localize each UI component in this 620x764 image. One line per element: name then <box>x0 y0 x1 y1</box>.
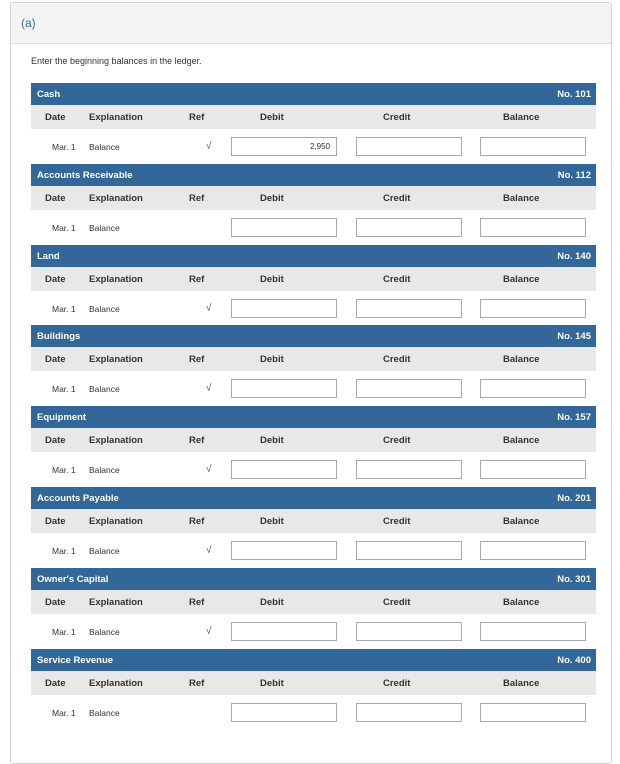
col-ref: Ref <box>189 112 205 123</box>
ledger-row <box>31 452 596 486</box>
col-credit: Credit <box>383 273 411 285</box>
balance-input[interactable] <box>480 379 586 398</box>
ref-check: √ <box>206 302 212 314</box>
account-header <box>31 245 596 267</box>
row-explanation: Balance <box>89 142 120 152</box>
col-explanation: Explanation <box>89 192 143 204</box>
ref-check: √ <box>206 383 212 395</box>
col-balance: Balance <box>503 112 540 123</box>
column-header-row <box>31 671 596 695</box>
column-header-row <box>31 590 596 614</box>
credit-input[interactable] <box>356 299 462 318</box>
row-date: Mar. 1 <box>52 142 76 152</box>
column-header-row <box>31 347 596 371</box>
balance-input[interactable] <box>480 541 586 560</box>
ledger-account-2 <box>31 245 596 326</box>
debit-input[interactable] <box>231 137 337 156</box>
row-date: Mar. 1 <box>52 303 76 314</box>
col-credit: Credit <box>383 354 411 366</box>
col-balance: Balance <box>503 354 540 366</box>
ref-check: √ <box>206 544 212 556</box>
col-ref: Ref <box>189 273 205 285</box>
ledger-account-6 <box>31 568 596 649</box>
account-header <box>31 568 596 590</box>
ledger-account-0 <box>31 83 596 164</box>
ref-check: √ <box>206 625 212 637</box>
col-ref: Ref <box>189 192 205 204</box>
account-number: No. 145 <box>557 331 591 343</box>
col-credit: Credit <box>383 435 411 447</box>
col-debit: Debit <box>260 515 284 527</box>
debit-input[interactable] <box>231 460 337 479</box>
col-balance: Balance <box>503 515 540 527</box>
account-number: No. 112 <box>557 169 591 181</box>
row-date: Mar. 1 <box>52 707 76 718</box>
row-explanation: Balance <box>89 545 120 556</box>
ledger-row <box>31 695 596 729</box>
col-credit: Credit <box>383 677 411 689</box>
account-name: Owner's Capital <box>37 573 109 585</box>
account-header <box>31 487 596 509</box>
col-explanation: Explanation <box>89 435 143 447</box>
account-name: Service Revenue <box>37 654 114 666</box>
balance-input[interactable] <box>480 703 586 722</box>
part-label: (a) <box>21 16 36 30</box>
credit-input[interactable] <box>356 137 462 156</box>
col-debit: Debit <box>260 596 284 608</box>
col-explanation: Explanation <box>89 273 143 285</box>
col-debit: Debit <box>260 677 284 689</box>
col-debit: Debit <box>260 273 284 285</box>
ledger-account-4 <box>31 406 596 487</box>
row-explanation: Balance <box>89 707 120 718</box>
ledger-account-5 <box>31 487 596 568</box>
col-explanation: Explanation <box>89 354 143 366</box>
ledger-account-7 <box>31 649 596 730</box>
col-date: Date <box>45 354 66 366</box>
account-number: No. 201 <box>557 492 591 504</box>
column-header-row <box>31 428 596 452</box>
account-name: Cash <box>37 89 61 100</box>
account-number: No. 301 <box>557 573 591 585</box>
row-date: Mar. 1 <box>52 545 76 556</box>
row-explanation: Balance <box>89 384 120 395</box>
balance-input[interactable] <box>480 218 586 237</box>
debit-input[interactable] <box>231 299 337 318</box>
col-date: Date <box>45 515 66 527</box>
account-header <box>31 325 596 347</box>
ref-check: √ <box>206 464 212 476</box>
debit-input[interactable] <box>231 541 337 560</box>
account-name: Accounts Payable <box>37 492 119 504</box>
col-date: Date <box>45 435 66 447</box>
col-debit: Debit <box>260 354 284 366</box>
ledger-row <box>31 210 596 244</box>
col-credit: Credit <box>383 112 411 123</box>
ledger-row <box>31 614 596 648</box>
col-explanation: Explanation <box>89 677 143 689</box>
row-explanation: Balance <box>89 303 120 314</box>
debit-input[interactable] <box>231 703 337 722</box>
column-header-row <box>31 267 596 291</box>
col-date: Date <box>45 192 66 204</box>
account-name: Buildings <box>37 331 81 343</box>
row-date: Mar. 1 <box>52 465 76 476</box>
account-header <box>31 649 596 671</box>
col-date: Date <box>45 112 66 123</box>
ref-check: √ <box>206 141 212 152</box>
col-balance: Balance <box>503 596 540 608</box>
col-date: Date <box>45 273 66 285</box>
account-name: Land <box>37 250 60 262</box>
panel-header <box>11 3 611 44</box>
account-header <box>31 164 596 186</box>
column-header-row <box>31 186 596 210</box>
credit-input[interactable] <box>356 379 462 398</box>
balance-input[interactable] <box>480 622 586 641</box>
credit-input[interactable] <box>356 703 462 722</box>
credit-input[interactable] <box>356 622 462 641</box>
account-number: No. 101 <box>557 89 591 100</box>
row-explanation: Balance <box>89 626 120 637</box>
ledger-row <box>31 129 596 163</box>
balance-input[interactable] <box>480 299 586 318</box>
account-number: No. 157 <box>557 412 591 424</box>
col-credit: Credit <box>383 192 411 204</box>
balance-input[interactable] <box>480 460 586 479</box>
account-number: No. 400 <box>557 654 591 666</box>
row-explanation: Balance <box>89 465 120 476</box>
ledger-accounts <box>31 83 596 729</box>
col-explanation: Explanation <box>89 112 143 123</box>
ledger-row <box>31 291 596 325</box>
row-explanation: Balance <box>89 222 120 233</box>
col-debit: Debit <box>260 192 284 204</box>
row-date: Mar. 1 <box>52 626 76 637</box>
credit-input[interactable] <box>356 541 462 560</box>
col-ref: Ref <box>189 515 205 527</box>
ledger-account-3 <box>31 325 596 406</box>
account-name: Equipment <box>37 412 87 424</box>
col-ref: Ref <box>189 354 205 366</box>
credit-input[interactable] <box>356 218 462 237</box>
instruction-text: Enter the beginning balances in the ledger. <box>31 56 202 66</box>
col-ref: Ref <box>189 435 205 447</box>
ledger-account-1 <box>31 164 596 245</box>
col-balance: Balance <box>503 192 540 204</box>
col-ref: Ref <box>189 677 205 689</box>
col-explanation: Explanation <box>89 596 143 608</box>
debit-input[interactable] <box>231 218 337 237</box>
debit-input[interactable] <box>231 379 337 398</box>
question-panel <box>10 2 612 764</box>
col-credit: Credit <box>383 596 411 608</box>
balance-input[interactable] <box>480 137 586 156</box>
column-header-row <box>31 105 596 129</box>
account-header <box>31 406 596 428</box>
row-date: Mar. 1 <box>52 222 76 233</box>
account-header <box>31 83 596 105</box>
col-debit: Debit <box>260 112 284 123</box>
col-date: Date <box>45 596 66 608</box>
col-date: Date <box>45 677 66 689</box>
debit-input[interactable] <box>231 622 337 641</box>
col-balance: Balance <box>503 435 540 447</box>
ledger-row <box>31 371 596 405</box>
col-explanation: Explanation <box>89 515 143 527</box>
account-name: Accounts Receivable <box>37 169 133 181</box>
col-balance: Balance <box>503 677 540 689</box>
col-balance: Balance <box>503 273 540 285</box>
account-number: No. 140 <box>557 250 591 262</box>
col-ref: Ref <box>189 596 205 608</box>
col-debit: Debit <box>260 435 284 447</box>
ledger-row <box>31 533 596 567</box>
column-header-row <box>31 509 596 533</box>
row-date: Mar. 1 <box>52 384 76 395</box>
credit-input[interactable] <box>356 460 462 479</box>
col-credit: Credit <box>383 515 411 527</box>
